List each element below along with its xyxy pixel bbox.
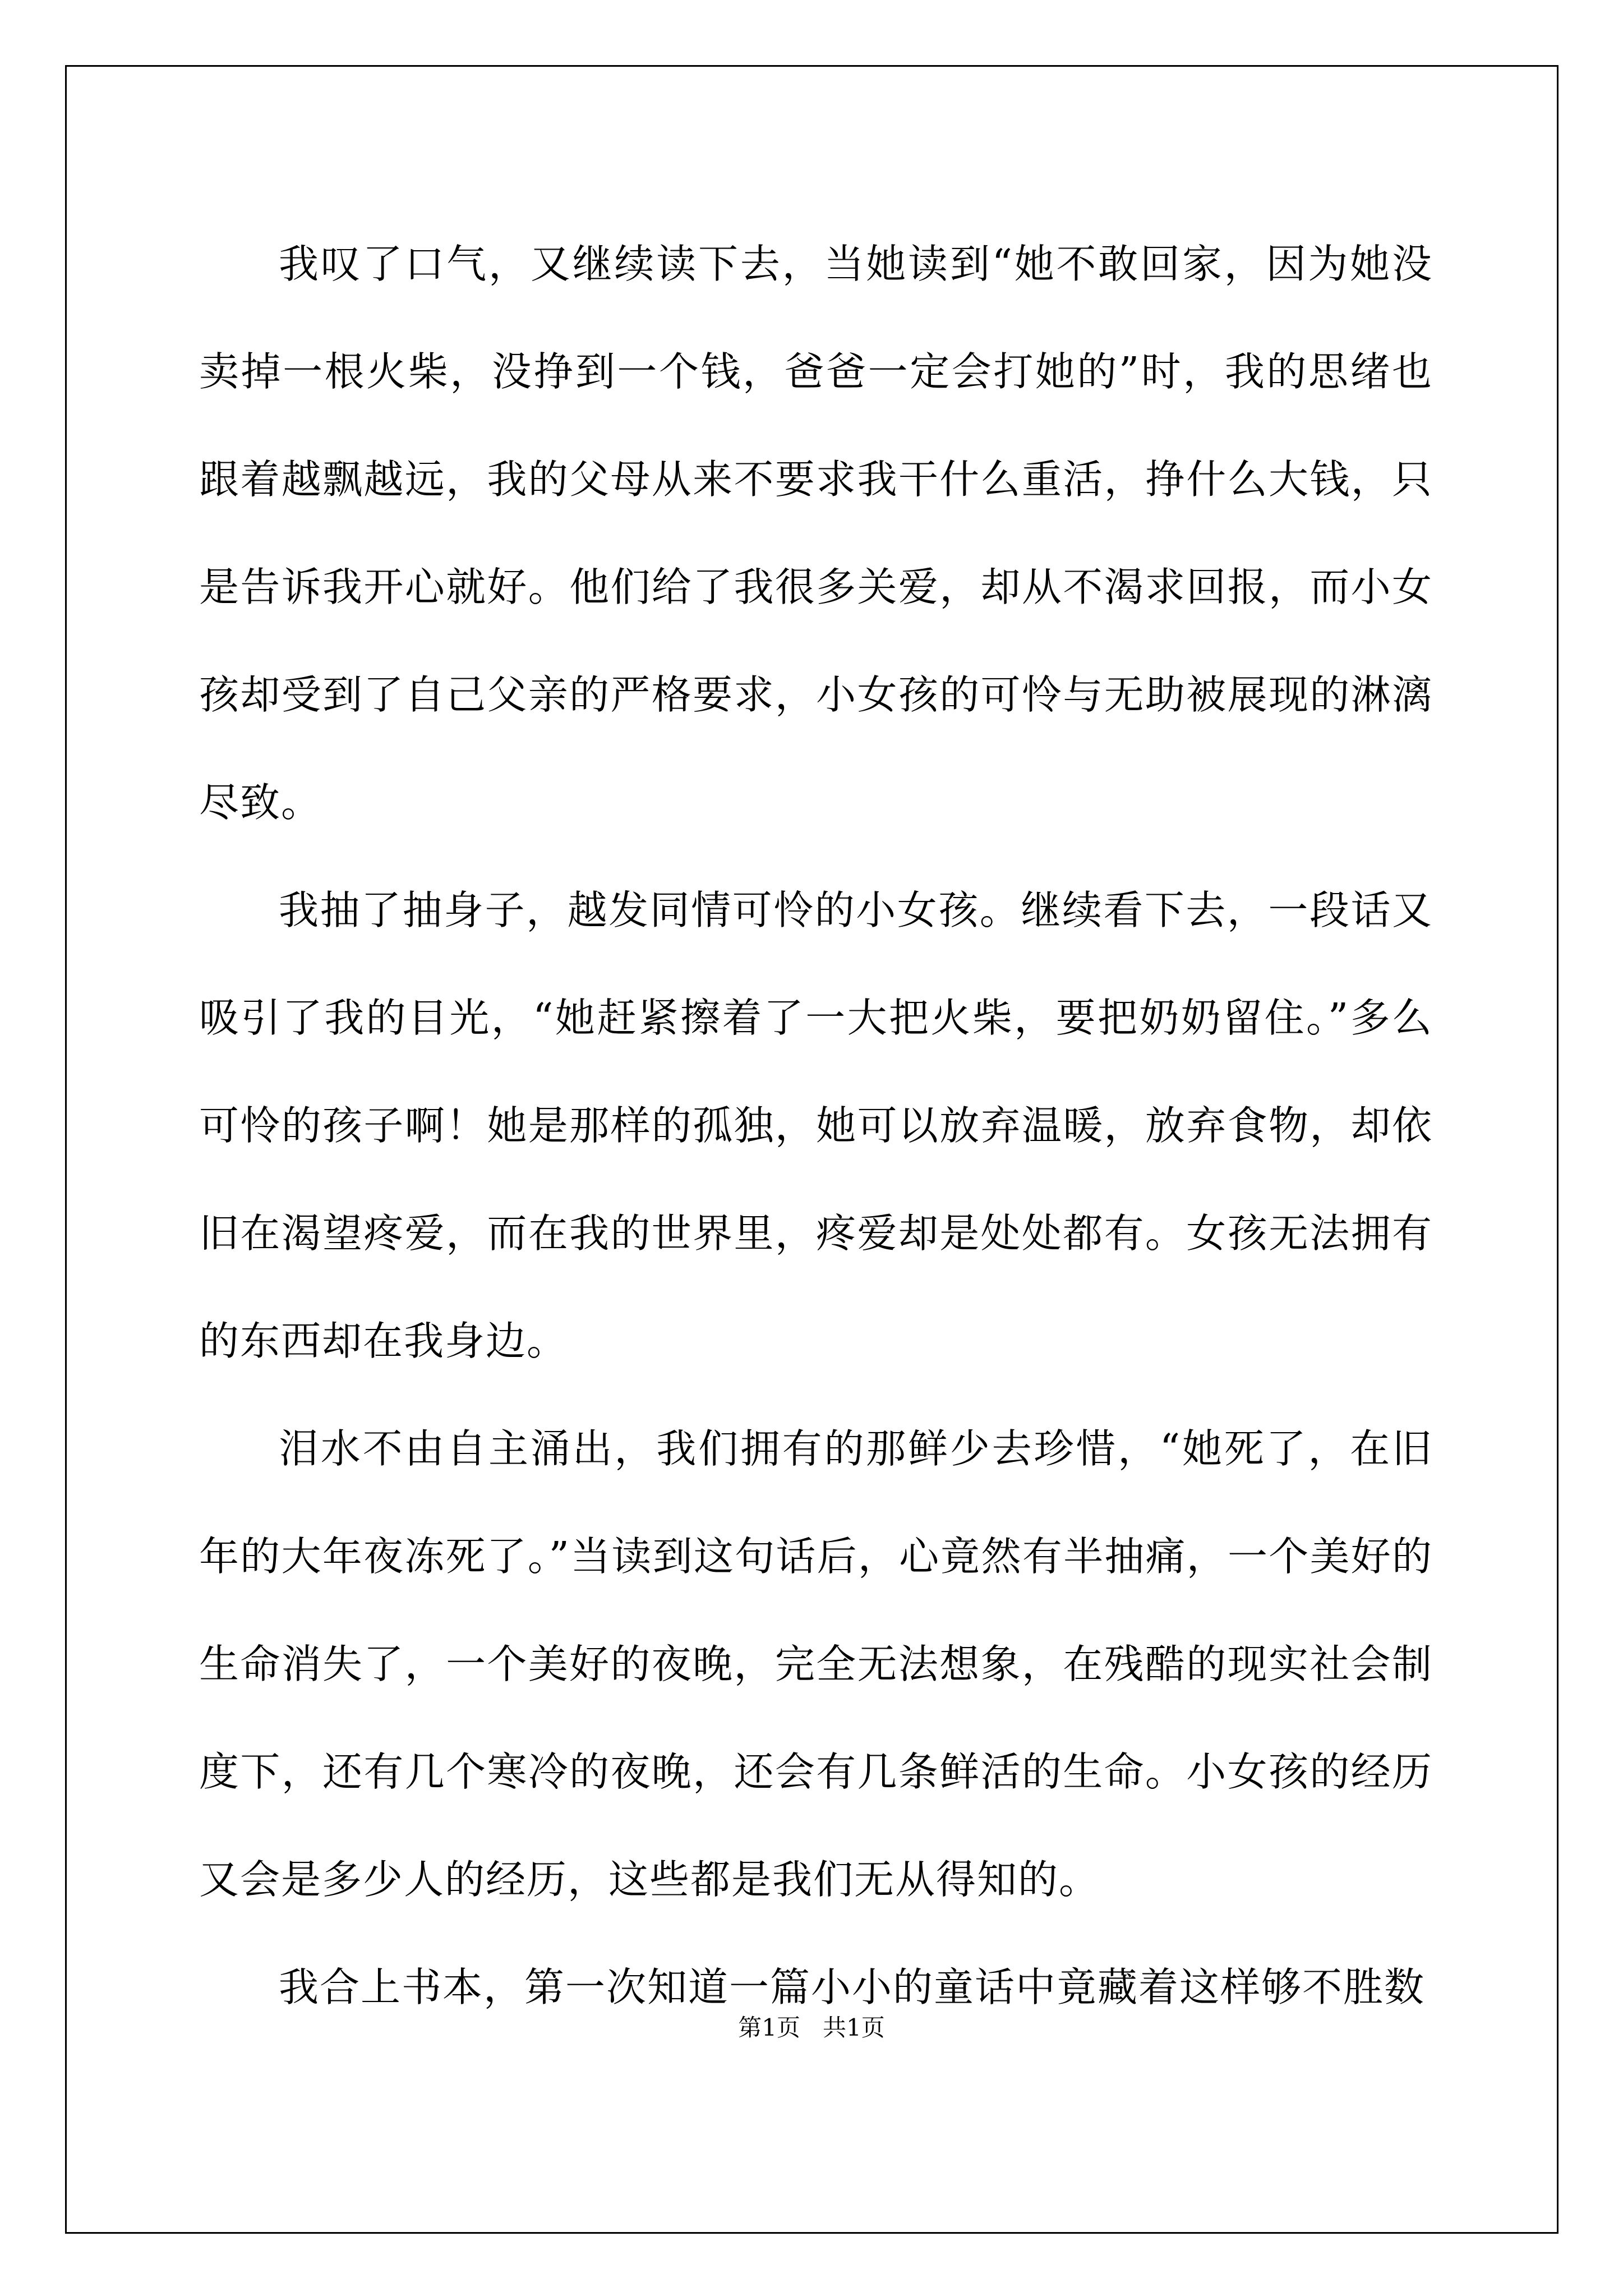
paragraph: 我抽了抽身子，越发同情可怜的小女孩。继续看下去，一段话又吸引了我的目光，“她赶紧擦着了一大把火柴，要把奶奶留住。”多么可怜的孩子啊！她是那样的孤独，她可以放弃温暖，放弃食物，却依旧在渴望疼爱，而在我的世界里，疼爱却是处处都有。女孩无法拥有的东西却在我身边。 <box>199 887 1433 1364</box>
paragraph: 我叹了口气，又继续读下去，当她读到“她不敢回家，因为她没卖掉一根火柴，没挣到一个钱，爸爸一定会打她的”时，我的思绪也跟着越飘越远，我的父母从来不要求我干什么重活，挣什么大钱，只是告诉我开心就好。他们给了我很多关爱，却从不渴求回报，而小女孩却受到了自己父亲的严格要求，小女孩的可怜与无助被展现的淋漓尽致。 <box>199 241 1433 826</box>
paragraph: 泪水不由自主涌出，我们拥有的那鲜少去珍惜，“她死了，在旧年的大年夜冻死了。”当读到这句话后，心竟然有半抽痛，一个美好的生命消失了，一个美好的夜晚，完全无法想象，在残酷的现实社会制度下，还有几个寒冷的夜晚，还会有几条鲜活的生命。小女孩的经历又会是多少人的经历，这些都是我们无从得知的。 <box>199 1425 1433 1903</box>
paragraph: 我合上书本，第一次知道一篇小小的童话中竟藏着这样够不胜数 <box>279 1964 1426 2010</box>
document-body <box>199 210 1433 2041</box>
page-number-footer: 第1页 共1页 <box>738 2014 885 2041</box>
